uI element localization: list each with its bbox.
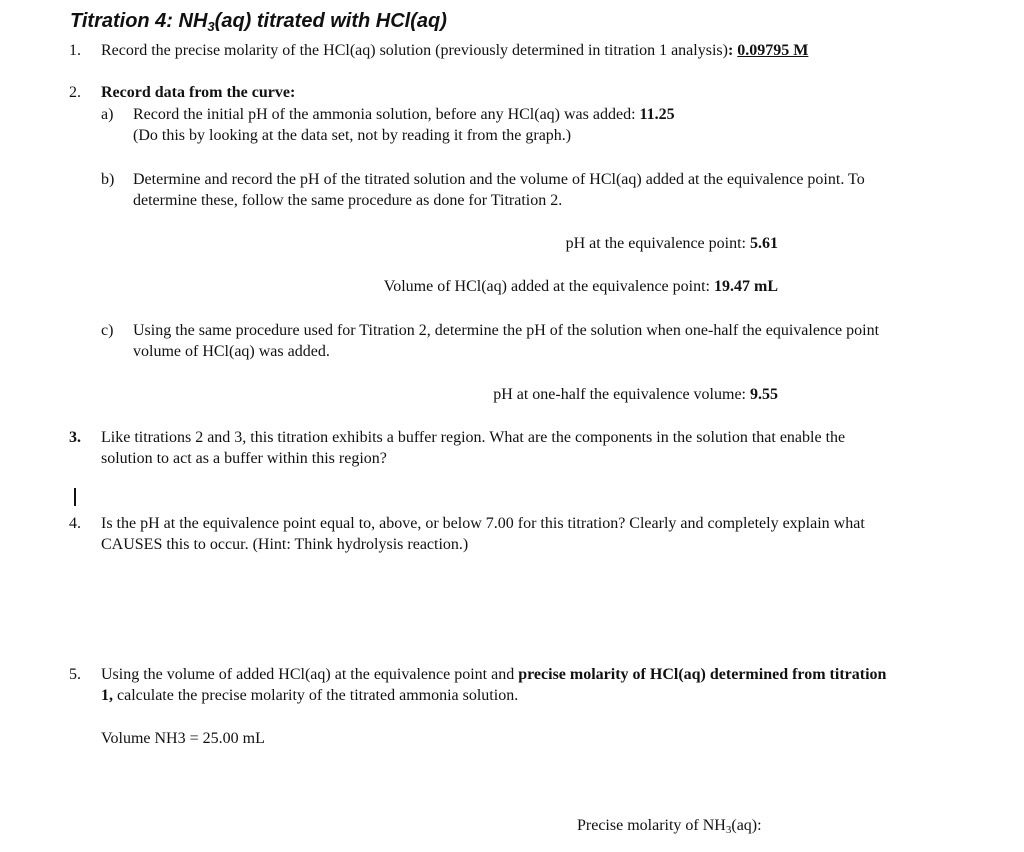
q2b-volume-value: 19.47 mL	[714, 278, 778, 295]
q5-volume: Volume NH3 = 25.00 mL	[101, 730, 265, 747]
q3-number: 3.	[69, 429, 81, 446]
q5-number: 5.	[69, 666, 81, 683]
q3-line2: solution to act as a buffer within this region?	[101, 450, 387, 467]
q4-line1: Is the pH at the equivalence point equal to, above, or below 7.00 for this titration? Clearly and completely explain what	[101, 515, 865, 532]
q2c-label: c)	[101, 322, 114, 339]
q2-number: 2.	[69, 84, 81, 101]
q2c-half-equivalence: pH at one-half the equivalence volume: 9.55	[493, 386, 778, 403]
q2a-line2: (Do this by looking at the data set, not by reading it from the graph.)	[133, 127, 572, 144]
q5-line1: Using the volume of added HCl(aq) at the equivalence point and precise molarity of HCl(aq) determined from titration	[101, 666, 887, 683]
q2b-line2: determine these, follow the same procedure as done for Titration 2.	[133, 192, 563, 209]
q2b-ph-equivalence: pH at the equivalence point: 5.61	[565, 235, 778, 252]
q1-answer: 0.09795 M	[737, 42, 809, 59]
q2a-line1: Record the initial pH of the ammonia solution, before any HCl(aq) was added: 11.25	[133, 106, 675, 123]
q4-number: 4.	[69, 515, 81, 532]
page-title: Titration 4: $NH_3(aq)$ titrated with HCl(aq)	[70, 10, 447, 34]
q2-heading: Record data from the curve:	[101, 84, 296, 101]
q5-line2: 1, calculate the precise molarity of the titrated ammonia solution.	[101, 687, 519, 704]
q1-text: Record the precise molarity of the HCl(aq) solution (previously determined in titration 1 analysis): 0.09795 M	[101, 42, 809, 59]
q2a-label: a)	[101, 106, 114, 123]
q3-line1: Like titrations 2 and 3, this titration exhibits a buffer region. What are the components in the solution that enable the	[101, 429, 846, 446]
q2c-half-value: 9.55	[750, 386, 778, 403]
q1-number: 1.	[69, 42, 81, 59]
q2b-ph-value: 5.61	[750, 235, 778, 252]
q2c-line1: Using the same procedure used for Titration 2, determine the pH of the solution when one-half the equivalence point	[133, 322, 880, 339]
q2b-label: b)	[101, 171, 115, 188]
q2b-volume-equivalence: Volume of HCl(aq) added at the equivalence point: 19.47 mL	[383, 278, 778, 295]
text-cursor	[74, 488, 76, 506]
q4-line2: CAUSES this to occur. (Hint: Think hydrolysis reaction.)	[101, 536, 469, 553]
q2c-line2: volume of HCl(aq) was added.	[133, 343, 330, 360]
q2b-line1: Determine and record the pH of the titrated solution and the volume of HCl(aq) added at the equivalence point. To	[133, 171, 865, 188]
q2a-value: 11.25	[639, 106, 675, 123]
q5-molarity-label: Precise molarity of $NH_3(aq)$:	[577, 817, 762, 836]
